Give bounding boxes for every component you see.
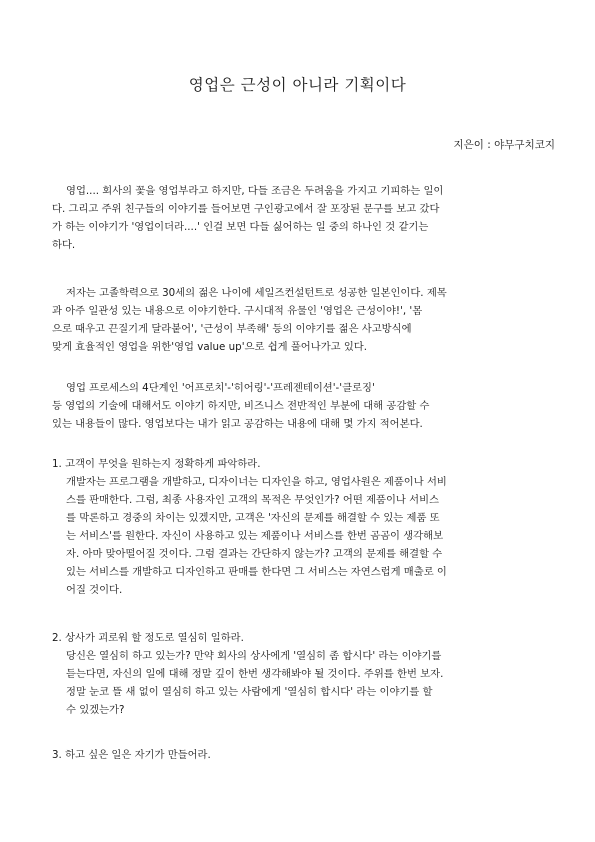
section-line: 수 있겠는가? (66, 704, 125, 716)
paragraph-line: 과 아주 일관성 있는 내용으로 이야기한다. 구시대적 유물인 '영업은 근성이야!', '몸 (52, 305, 423, 317)
paragraph-line: 으로 때우고 끈질기게 달라붙어', '근성이 부족해' 등의 이야기를 젊은 사고방식에 (52, 323, 412, 335)
paragraph-line: 영업 프로세스의 4단계인 '어프로치'-'히어링'-'프레젠테이션'-'클로징' (66, 382, 375, 394)
paragraph-line: 등 영업의 기술에 대해서도 이야기 하지만, 비즈니스 전반적인 부분에 대해 공감할 수 (52, 400, 430, 412)
paragraph-line: 맞게 효율적인 영업을 위한'영업 value up'으로 쉽게 풀어나가고 있다. (52, 341, 368, 353)
paragraph-line: 가 하는 이야기가 '영업이더라....' 인걸 보면 다들 싫어하는 일 중의 하나인 것 같기는 (52, 221, 429, 233)
section-line: 를 막론하고 경중의 차이는 있겠지만, 고객은 '자신의 문제를 해결할 수 있는 제품 또 (66, 512, 440, 524)
section-line: 듣는다면, 자신의 일에 대해 정말 깊이 한번 생각해봐야 될 것이다. 주위를 한번 보자. (66, 668, 444, 680)
author-line: 지은이 : 야무구치코지 (453, 139, 555, 151)
paragraph-line: 영업.... 회사의 꽃을 영업부라고 하지만, 다들 조금은 두려움을 가지고 기피하는 일이 (66, 185, 444, 197)
paragraph-line: 저자는 고졸학력으로 30세의 젊은 나이에 세일즈컨설턴트로 성공한 일본인이다. 제목 (66, 287, 447, 299)
section-line: 정말 눈코 뜰 새 없이 열심히 하고 있는 사람에게 '열심히 합시다' 라는 이야기를 할 (66, 686, 433, 698)
section-heading: 2. 상사가 괴로워 할 정도로 열심히 일하라. (52, 632, 244, 644)
section-line: 있는 서비스를 개발하고 디자인하고 판매를 한다면 그 서비스는 자연스럽게 매출로 이 (66, 566, 447, 578)
section-heading: 1. 고객이 무엇을 원하는지 정확하게 파악하라. (52, 458, 261, 470)
section-line: 는 서비스'를 원한다. 자신이 사용하고 있는 제품이나 서비스를 한번 곰곰이 생각해보 (66, 530, 444, 542)
section-line: 개발자는 프로그램을 개발하고, 디자이너는 디자인을 하고, 영업사원은 제품이나 서비 (66, 476, 447, 488)
section-line: 자. 아마 맞아떨어질 것이다. 그럼 결과는 간단하지 않는가? 고객의 문제를 해결할 수 (66, 548, 443, 560)
paragraph-line: 하다. (52, 239, 76, 251)
page-title: 영업은 근성이 아니라 기획이다 (188, 76, 407, 94)
section-heading: 3. 하고 싶은 일은 자기가 만들어라. (52, 749, 211, 761)
paragraph-line: 있는 내용들이 많다. 영업보다는 내가 읽고 공감하는 내용에 대해 몇 가지 적어본다. (52, 418, 423, 430)
section-line: 스를 판매한다. 그럼, 최종 사용자인 고객의 목적은 무엇인가? 어떤 제품이나 서비스 (66, 494, 439, 506)
paragraph-line: 다. 그리고 주위 친구들의 이야기를 들어보면 구인광고에서 잘 포장된 문구를 보고 갔다 (52, 203, 440, 215)
section-line: 어질 것이다. (66, 584, 123, 596)
section-line: 당신은 열심히 하고 있는가? 만약 회사의 상사에게 '열심히 좀 합시다' 라는 이야기를 (66, 650, 442, 662)
